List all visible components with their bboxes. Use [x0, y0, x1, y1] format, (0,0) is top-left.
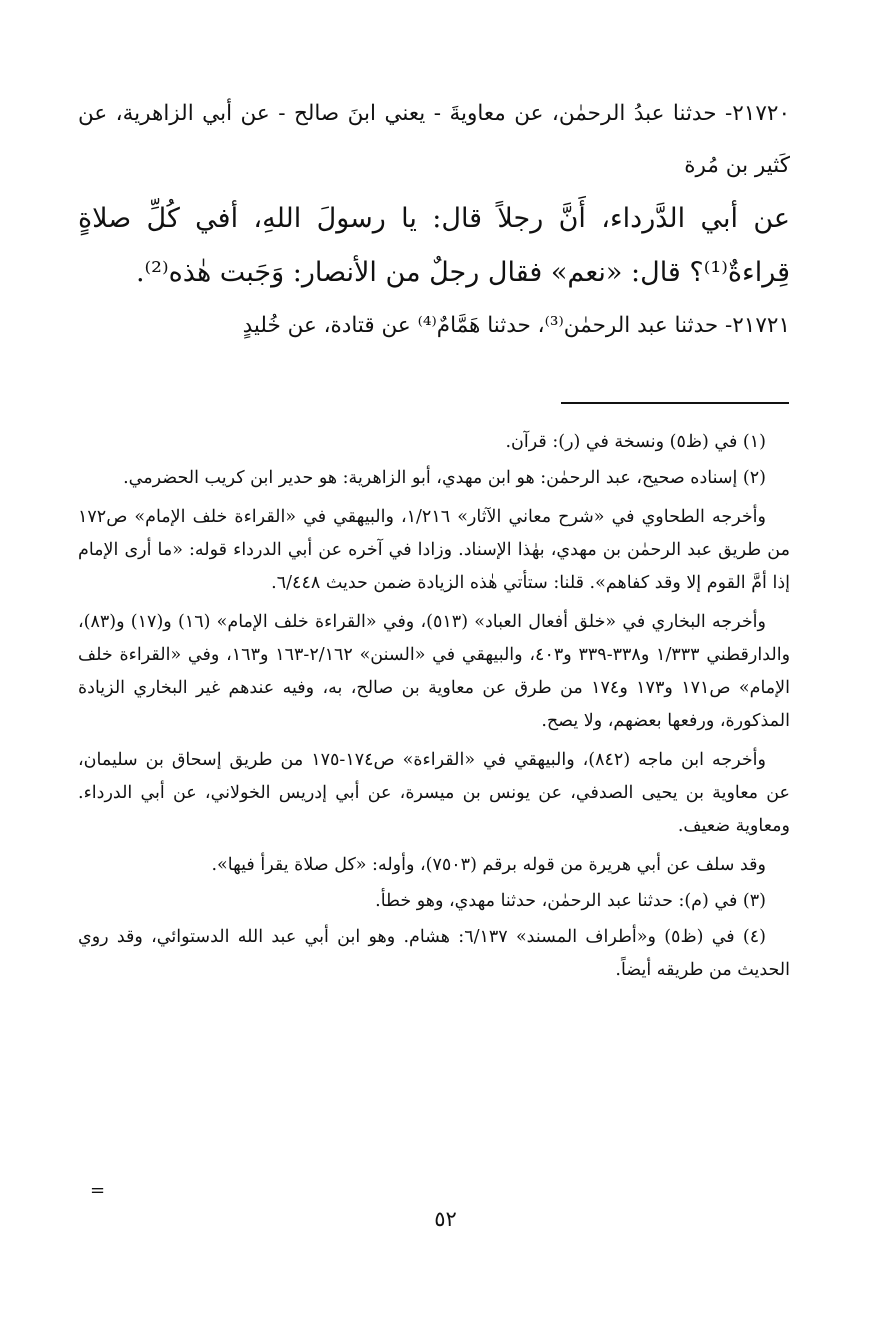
page-number: ٥٢: [434, 1207, 457, 1231]
footnote-separator: [561, 402, 789, 404]
footnote: (٤) في (ظ٥) و«أطراف المسند» ٦/١٣٧: هشام. وهو ابن أبي عبد الله الدستوائي، وقد روي الحديث من طريقه أيضاً.: [78, 927, 790, 980]
footnote: (٢) إسناده صحيح، عبد الرحمٰن: هو ابن مهدي، أبو الزاهرية: هو حدير ابن كريب الحضرمي.: [123, 468, 766, 488]
footnote: (٣) في (م): حدثنا عبد الرحمٰن، حدثنا مهدي، وهو خطأ.: [375, 891, 766, 911]
footnotes: [78, 426, 790, 990]
hadith-21720-matn: عن أبي الدَّرداء، أَنَّ رجلاً قال: يا رسولَ اللهِ، أفي كُلِّ صلاةٍ قِراءةٌ⁽¹⁾؟ قال: «نعم» فقال رجلٌ من الأنصار: وَجَبت هٰذه⁽²⁾.: [78, 203, 790, 288]
footnote: (١) في (ظ٥) ونسخة في (ر): قرآن.: [505, 432, 766, 452]
hadith-21720-header: ٢١٧٢٠- حدثنا عبدُ الرحمٰن، عن معاويةَ - يعني ابنَ صالح - عن أبي الزاهرية، عن كَثير بن مُرة: [78, 101, 790, 178]
footnote: وقد سلف عن أبي هريرة من قوله برقم (٧٥٠٣)، وأوله: «كل صلاة يقرأ فيها».: [211, 855, 766, 875]
footnote: وأخرجه البخاري في «خلق أفعال العباد» (٥١٣)، وفي «القراءة خلف الإمام» (١٦) و(١٧) و(٨٣)، والدارقطني ١/٣٣٣ و٣٣٨-٣٣٩ و٤٠٣، والبيهقي في «السنن» ٢/١٦٢-١٦٣ و١٦٣، وفي «القراءة خلف الإمام» ص١٧١ و١٧٣ و١٧٤ من طرق عن معاوية بن صالح، به، وفيه عندهم غير البخاري الزيادة المذكورة، ورفعها بعضهم، ولا يصح.: [78, 612, 791, 731]
footnote: وأخرجه الطحاوي في «شرح معاني الآثار» ١/٢١٦، والبيهقي في «القراءة خلف الإمام» ص١٧٢ من طريق عبد الرحمٰن بن مهدي، بهٰذا الإسناد. وزادا في آخره عن أبي الدرداء قوله: «ما أرى الإمام إذا أمَّ القوم إلا وقد كفاهم». قلنا: ستأتي هٰذه الزيادة ضمن حديث ٦/٤٤٨.: [78, 507, 790, 593]
main-text: [78, 88, 790, 352]
hadith-21721-header: ٢١٧٢١- حدثنا عبد الرحمٰن⁽³⁾، حدثنا هَمَّامٌ⁽⁴⁾ عن قتادة، عن خُليدٍ: [242, 313, 790, 338]
footnote: وأخرجه ابن ماجه (٨٤٢)، والبيهقي في «القراءة» ص١٧٤-١٧٥ من طريق إسحاق بن سليمان، عن معاوية بن يحيى الصدفي، عن يونس بن ميسرة، عن أبي إدريس الخولاني، عن أبي الدرداء. ومعاوية ضعيف.: [78, 750, 790, 836]
continuation-mark: =: [90, 1180, 106, 1201]
